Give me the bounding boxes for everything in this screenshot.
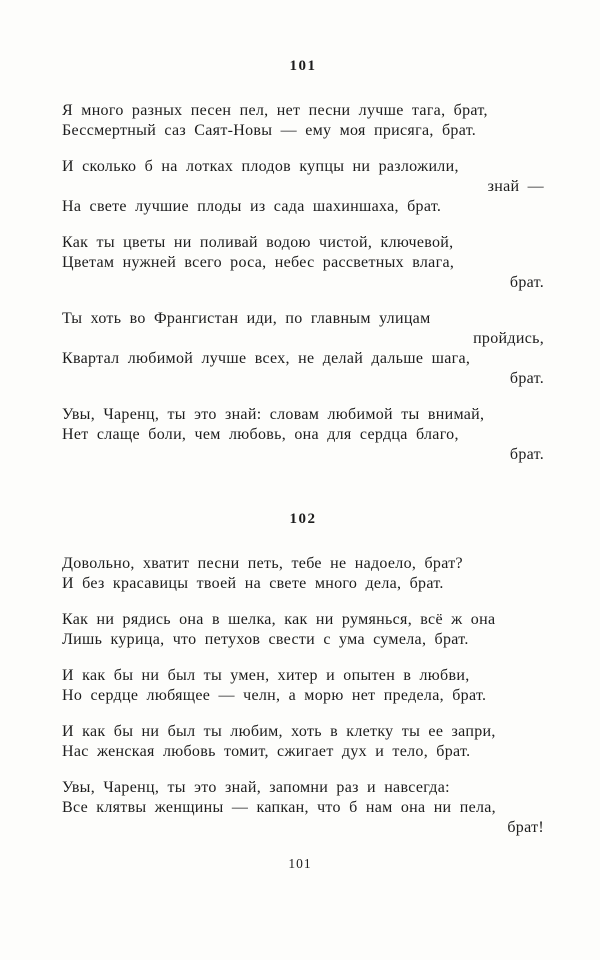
poem <box>62 511 544 838</box>
poem-line: Ты хоть во Франгистан иди, по главным улицам <box>62 310 431 327</box>
poem-line: Но сердце любящее — челн, а морю нет предела, брат. <box>62 687 487 704</box>
stanza <box>62 233 544 293</box>
poem-line: Квартал любимой лучше всех, не делай дальше шага, <box>62 350 471 367</box>
poem-line: Лишь курица, что петухов свести с ума сумела, брат. <box>62 631 469 648</box>
poem-line: И без красавицы твоей на свете много дела, брат. <box>62 575 444 592</box>
poem-number: 101 <box>289 58 317 74</box>
stanza <box>62 309 544 389</box>
poem-number: 102 <box>289 511 317 527</box>
poem-line: И как бы ни был ты любим, хоть в клетку ты ее запри, <box>62 723 496 740</box>
poem-line: пройдись, <box>473 330 544 347</box>
poem-line: Цветам нужней всего роса, небес рассветных влага, <box>62 254 455 271</box>
stanza <box>62 610 544 650</box>
stanza <box>62 101 544 141</box>
poem-line: Как ты цветы ни поливай водою чистой, ключевой, <box>62 234 454 251</box>
poem-line: Нас женская любовь томит, сжигает дух и тело, брат. <box>62 743 471 760</box>
poem-line: брат. <box>509 274 544 291</box>
stanza <box>62 722 544 762</box>
stanza <box>62 778 544 838</box>
poem-line: На свете лучшие плоды из сада шахиншаха, брат. <box>62 198 442 215</box>
poem-line: Увы, Чаренц, ты это знай: словам любимой ты внимай, <box>62 406 485 423</box>
poem-line: Увы, Чаренц, ты это знай, запомни раз и навсегда: <box>62 779 450 796</box>
stanza <box>62 157 544 217</box>
poem-line: Бессмертный саз Саят-Новы — ему моя присяга, брат. <box>62 122 477 139</box>
poem-line: брат. <box>509 370 544 387</box>
poem-line: И как бы ни был ты умен, хитер и опытен в любви, <box>62 667 470 684</box>
page-number: 101 <box>288 856 312 871</box>
poem-line: Нет слаще боли, чем любовь, она для сердца благо, <box>62 426 459 443</box>
poem-line: Как ни рядись она в шелка, как ни румянься, всё ж она <box>62 611 496 628</box>
poem-line: Все клятвы женщины — капкан, что б нам она ни пела, <box>62 799 496 816</box>
poem-line: брат. <box>509 446 544 463</box>
poem-line: брат! <box>507 819 544 836</box>
poem-line: И сколько б на лотках плодов купцы ни разложили, <box>62 158 459 175</box>
stanza <box>62 554 544 594</box>
poem-line: Я много разных песен пел, нет песни лучше тага, брат, <box>62 102 488 119</box>
stanza <box>62 405 544 465</box>
stanza <box>62 666 544 706</box>
poem <box>62 58 544 465</box>
poem-line: Довольно, хватит песни петь, тебе не надоело, брат? <box>62 555 463 572</box>
poem-line: знай — <box>487 178 544 195</box>
poems-container <box>62 58 544 838</box>
